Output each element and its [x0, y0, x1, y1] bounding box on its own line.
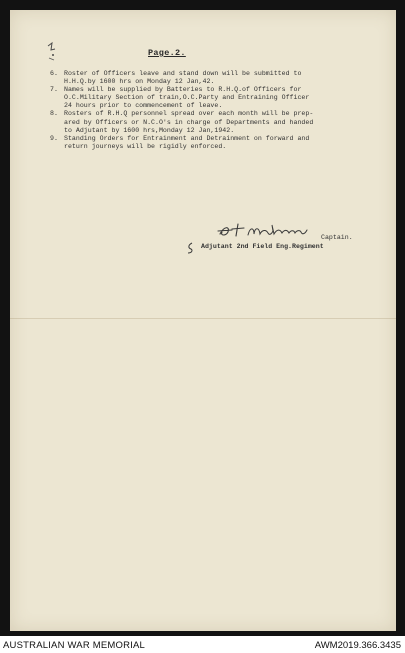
- item-line: ared by Officers or N.C.O's in charge of Departments and handed: [64, 118, 314, 126]
- signatory-rank: Captain.: [321, 234, 353, 241]
- item-line: Rosters of R.H.Q personnel spread over each month will be prep-: [64, 110, 314, 118]
- signatory-appointment: Adjutant 2nd Field Eng.Regiment: [201, 243, 324, 250]
- handwritten-signature: [214, 218, 334, 244]
- item-number: 8.: [50, 110, 58, 118]
- archive-name: AUSTRALIAN WAR MEMORIAL: [3, 640, 146, 651]
- item-number: 7.: [50, 86, 58, 94]
- item-line: return journeys will be rigidly enforced.: [64, 142, 227, 150]
- item-line: Roster of Officers leave and stand down will be submitted to: [64, 70, 302, 77]
- item-line: Names will be supplied by Batteries to R.H.Q.of Officers for: [64, 86, 302, 94]
- item-number: 6.: [50, 70, 58, 77]
- order-item: [50, 110, 362, 134]
- margin-tick-mark-icon: [186, 241, 196, 255]
- order-item: [50, 86, 362, 110]
- archive-footer: [0, 636, 405, 653]
- paper-fold-line: [10, 318, 396, 319]
- item-line: to Adjutant by 1600 hrs,Monday 12 Jan,1942.: [64, 126, 235, 134]
- order-item: [50, 135, 362, 151]
- page-number: Page.2.: [148, 48, 186, 58]
- item-line: O.C.Military Section of train,O.C.Party and Entraining Officer: [64, 94, 310, 102]
- item-line: H.H.Q.by 1600 hrs on Monday 12 Jan,42.: [64, 78, 215, 86]
- item-number: 9.: [50, 134, 58, 142]
- order-item: [50, 70, 362, 86]
- item-line: 24 hours prior to commencement of leave.: [64, 102, 223, 110]
- archive-reference: AWM2019.366.3435: [314, 640, 401, 651]
- order-items-list: [50, 70, 362, 151]
- item-line: Standing Orders for Entrainment and Detrainment on forward and: [64, 134, 310, 142]
- pin-hole-mark-icon: [44, 40, 62, 64]
